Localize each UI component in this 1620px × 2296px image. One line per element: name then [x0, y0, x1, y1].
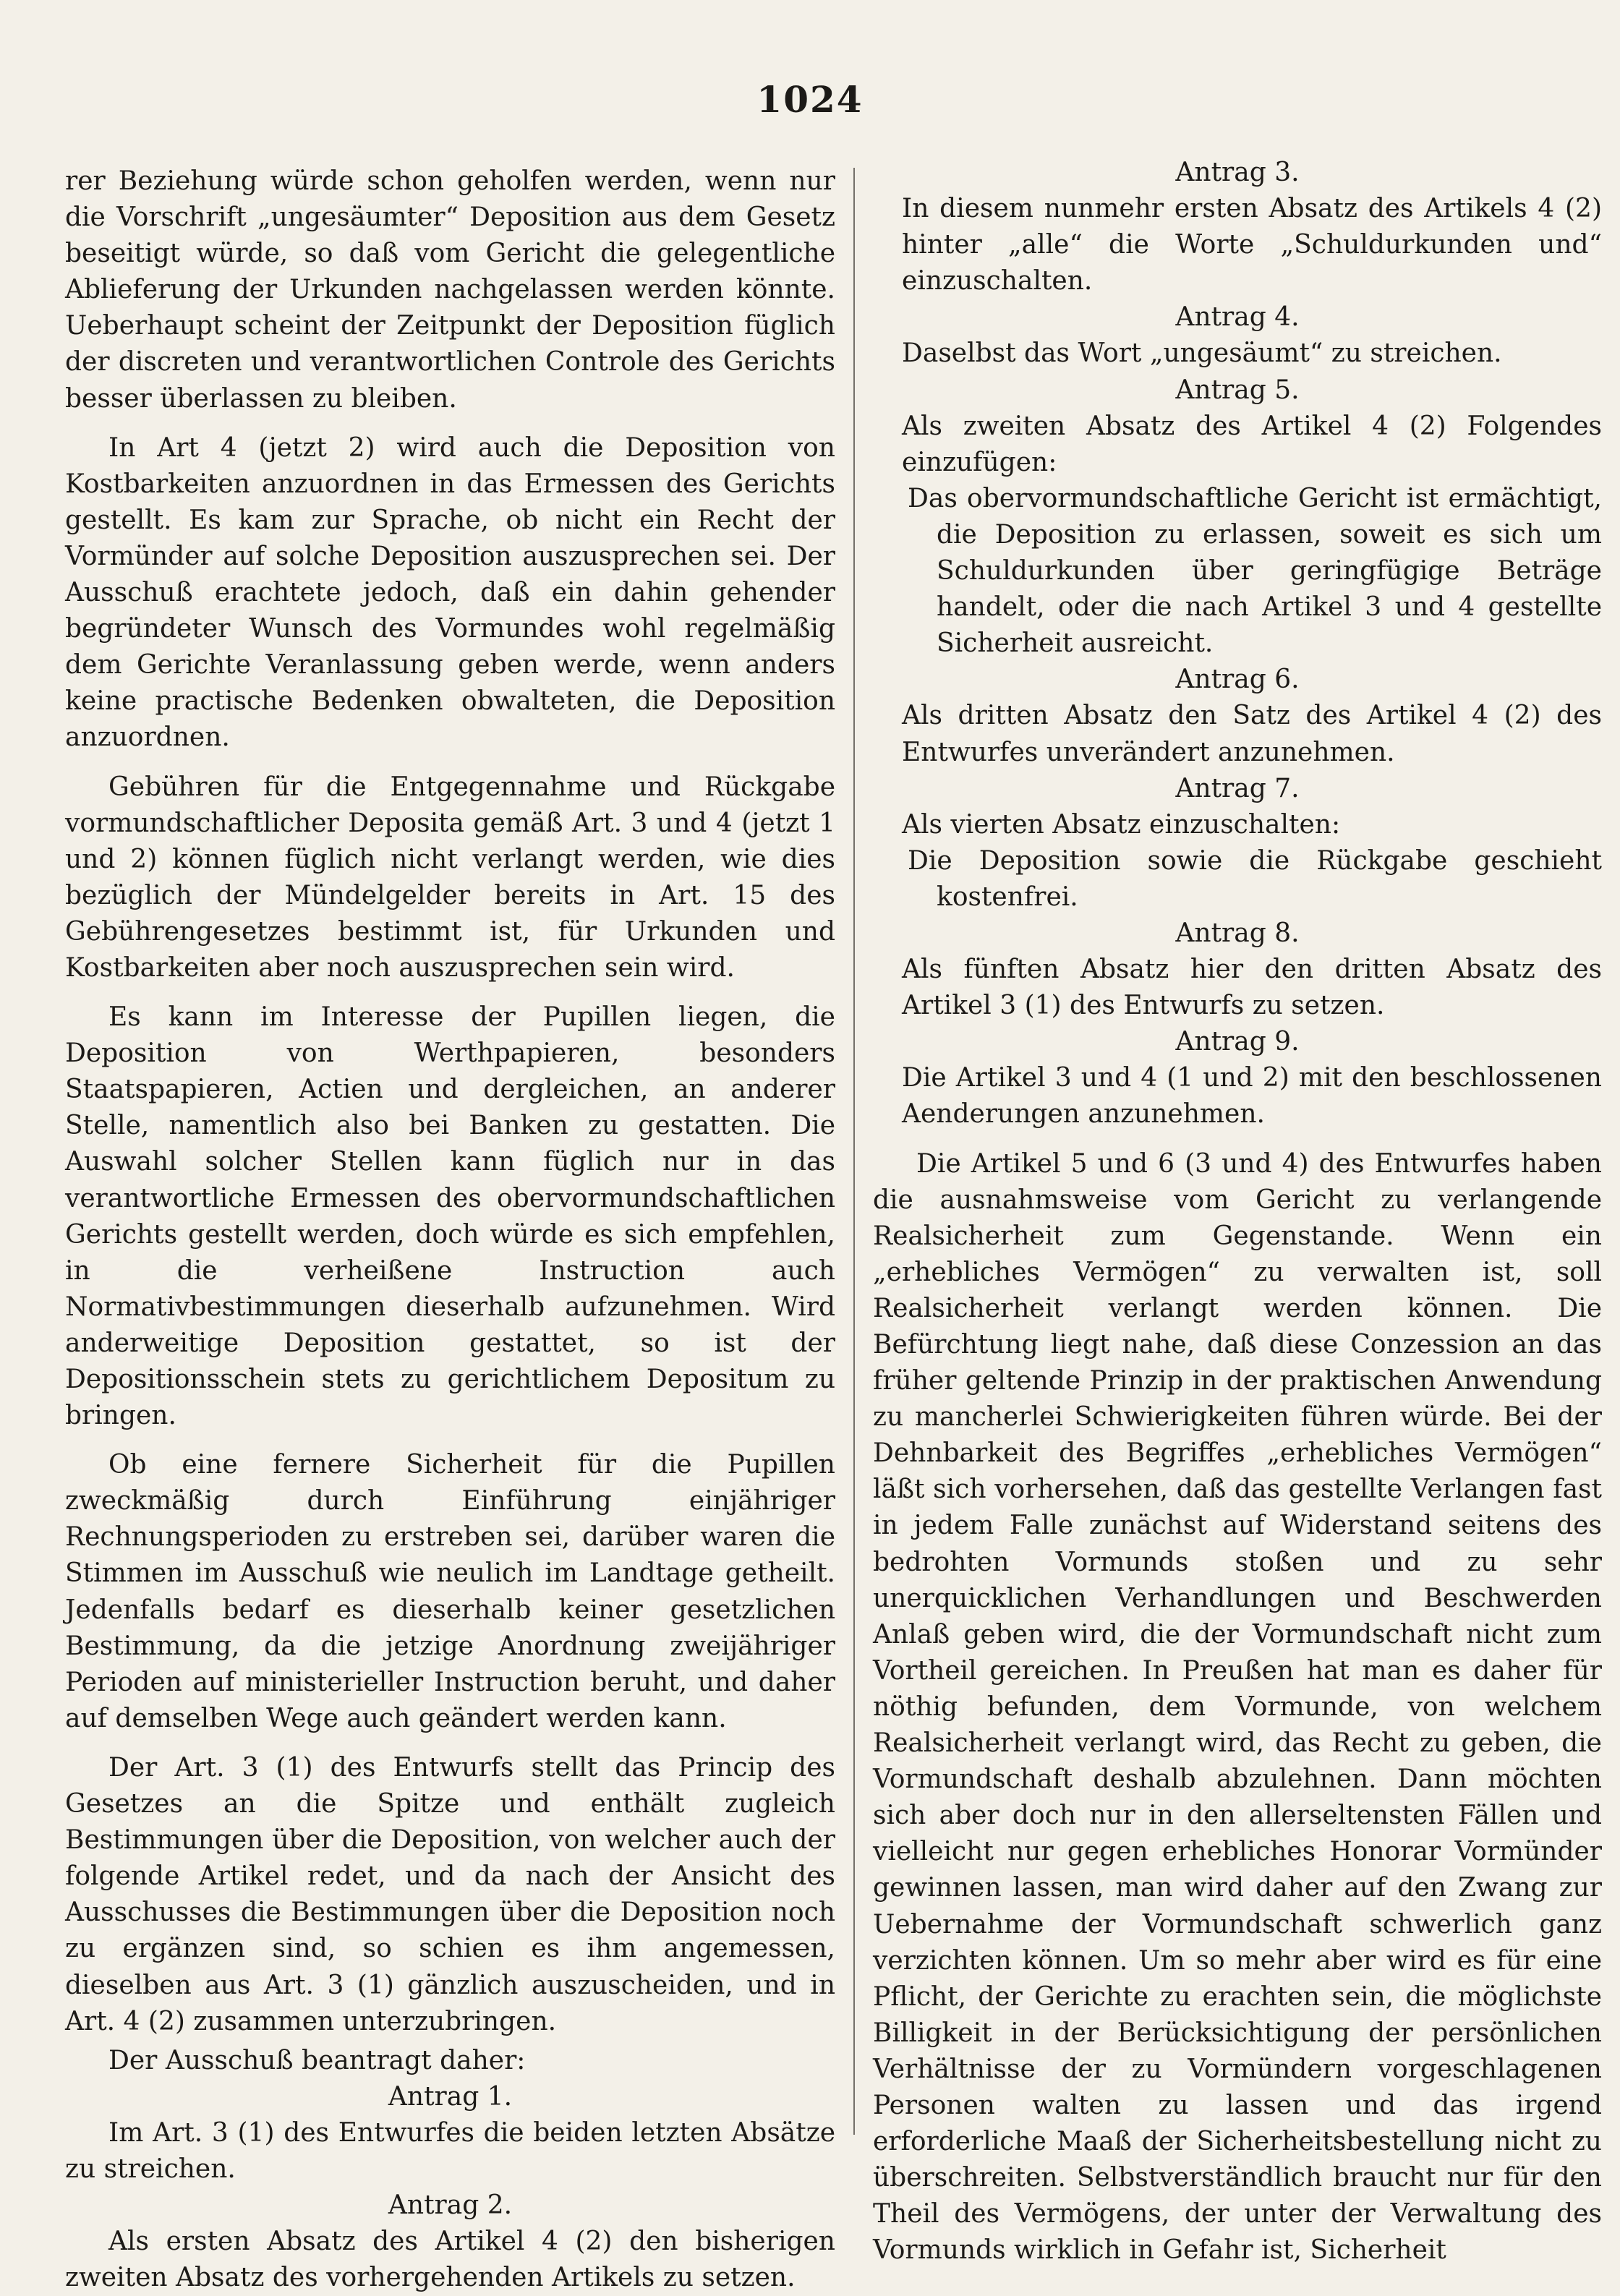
motion-text: Als fünften Absatz hier den dritten Absatz des Artikel 3 (1) des Entwurfs zu setzen.: [902, 955, 1602, 1021]
motion-heading: Antrag 7.: [1175, 773, 1300, 803]
motion-text: Im Art. 3 (1) des Entwurfes die beiden letzten Absätze zu streichen.: [65, 2117, 835, 2184]
motion-heading: Antrag 8.: [1175, 918, 1300, 948]
paragraph: Gebühren für die Entgegennahme und Rückgabe vormundschaftlicher Deposita gemäß Art. 3 und 4 (jetzt 1 und 2) können füglich nicht verlangt werden, wie dies bezüglich der Mündelgelder bereits in Art. 15 des Gebührengesetzes bestimmt ist, für Urkunden und Kostbarkeiten aber noch auszusprechen sein wird.: [65, 772, 835, 983]
motion-heading: Antrag 5.: [1175, 375, 1300, 405]
motion-text: Die Artikel 3 und 4 (1 und 2) mit den beschlossenen Aenderungen anzunehmen.: [902, 1063, 1602, 1130]
motion-heading: Antrag 9.: [1175, 1027, 1300, 1057]
paragraph: rer Beziehung würde schon geholfen werden, wenn nur die Vorschrift „ungesäumter“ Deposition aus dem Gesetz beseitigt würde, so daß vom Gericht die gelegentliche Ablieferung der Urkunden nachgelassen werden könnte. Ueberhaupt scheint der Zeitpunkt der Deposition füglich der discreten und verantwortlichen Controle des Gerichts besser überlassen zu bleiben.: [65, 166, 835, 414]
paragraph: In Art 4 (jetzt 2) wird auch die Deposition von Kostbarkeiten anzuordnen in das Ermessen des Gerichts gestellt. Es kam zur Sprache, ob nicht ein Recht der Vormünder auf solche Deposition auszusprechen sei. Der Ausschuß erachtete jedoch, daß ein dahin gehender begründeter Wunsch des Vormundes wohl regelmäßig dem Gerichte Veranlassung geben werde, wenn anders keine practische Bedenken obwalteten, die Deposition anzuordnen.: [65, 432, 835, 753]
motion-heading: Antrag 4.: [1175, 302, 1300, 333]
motion-text: In diesem nunmehr ersten Absatz des Artikels 4 (2) hinter „alle“ die Worte „Schuldurkunden und“ einzuschalten.: [902, 194, 1602, 296]
paragraph: Die Artikel 5 und 6 (3 und 4) des Entwurfes haben die ausnahmsweise vom Gericht zu verlangende Realsicherheit zum Gegenstande. Wenn ein „erhebliches Vermögen“ zu verwalten ist, soll Realsicherheit verlangt werden können. Die Befürchtung liegt nahe, daß diese Conzession an das früher geltende Prinzip in der praktischen Anwendung zu mancherlei Schwierigkeiten führen würde. Bei der Dehnbarkeit des Begriffes „erhebliches Vermögen“ läßt sich vorhersehen, daß das gestellte Verlangen fast in jedem Falle zunächst auf Widerstand seitens des bedrohten Vormunds stoßen und zu sehr unerquicklichen Verhandlungen und Beschwerden Anlaß geben wird, die der Vormundschaft nicht zum Vortheil gereichen. In Preußen hat man es daher für nöthig befunden, dem Vormunde, von welchem Realsicherheit verlangt wird, das Recht zu geben, die Vormundschaft deshalb abzulehnen. Dann möchten sich aber doch nur in den allerseltensten Fällen und vielleicht nur gegen erhebliches Honorar Vormünder gewinnen lassen, man wird daher auf den Zwang zur Uebernahme der Vormundschaft schwerlich ganz verzichten können. Um so mehr aber wird es für eine Pflicht, der Gerichte zu erachten sein, die möglichste Billigkeit in der Berücksichtigung der persönlichen Verhältnisse der zu Vormündern vorgeschlagenen Personen walten zu lassen und das irgend erforderliche Maaß der Sicherheitsbestellung nicht zu überschreiten. Selbstverständlich braucht nur für den Theil des Vermögens, der unter der Verwaltung des Vormunds wirklich in Gefahr ist, Sicherheit: [873, 1148, 1602, 2266]
left-column: [65, 163, 835, 2296]
motion-text: Als dritten Absatz den Satz des Artikel 4 (2) des Entwurfes unverändert anzunehmen.: [902, 701, 1602, 767]
motion-text: Als ersten Absatz des Artikel 4 (2) den bisherigen zweiten Absatz des vorhergehenden Artikels zu setzen.: [65, 2227, 835, 2293]
motion-heading: Antrag 3.: [1175, 158, 1300, 187]
right-column: [873, 155, 1602, 2269]
paragraph: Ob eine fernere Sicherheit für die Pupillen zweckmäßig durch Einführung einjähriger Rechnungsperioden zu erstreben sei, darüber waren die Stimmen im Ausschuß wie neulich im Landtage getheilt. Jedenfalls bedarf es dieserhalb keiner gesetzlichen Bestimmung, da die jetzige Anordnung zweijähriger Perioden auf ministerieller Instruction beruht, und daher auf demselben Wege auch geändert werden kann.: [65, 1450, 835, 1733]
column-divider: [853, 168, 855, 2135]
paragraph: Der Art. 3 (1) des Entwurfs stellt das Princip des Gesetzes an die Spitze und enthält zugleich Bestimmungen über die Deposition, von welcher auch der folgende Artikel redet, und da nach der Ansicht des Ausschusses die Bestimmungen über die Deposition noch zu ergänzen sind, so schien es ihm angemessen, dieselben aus Art. 3 (1) gänzlich auszuscheiden, und in Art. 4 (2) zusammen unterzubringen.: [65, 1752, 835, 2036]
motion-heading: Antrag 6.: [1175, 665, 1300, 695]
motion-text: Als vierten Absatz einzuschalten:: [902, 809, 1341, 840]
motion-quote: Die Deposition sowie die Rückgabe geschieht kostenfrei.: [908, 845, 1602, 912]
motion-heading: Antrag 1.: [388, 2081, 513, 2112]
motion-quote: Das obervormundschaftliche Gericht ist ermächtigt, die Deposition zu erlassen, soweit es sich um Schuldurkunden über geringfügige Beträge handelt, oder die nach Artikel 3 und 4 gestellte Sicherheit ausreicht.: [908, 483, 1602, 659]
motion-text: Als zweiten Absatz des Artikel 4 (2) Folgendes einzufügen:: [902, 411, 1602, 477]
motion-heading: Antrag 2.: [388, 2190, 513, 2221]
paragraph: Es kann im Interesse der Pupillen liegen, die Deposition von Werthpapieren, besonders Staatspapieren, Actien und dergleichen, an anderer Stelle, namentlich also bei Banken zu gestatten. Die Auswahl solcher Stellen kann füglich nur in das verantwortliche Ermessen des obervormundschaftlichen Gerichts gestellt werden, doch würde es sich empfehlen, in die verheißene Instruction auch Normativbestimmungen dieserhalb aufzunehmen. Wird anderweitige Deposition gestattet, so ist der Depositionsschein stets zu gerichtlichem Depositum zu bringen.: [65, 1002, 835, 1431]
paragraph: Der Ausschuß beantragt daher:: [108, 2045, 526, 2075]
motion-text: Daselbst das Wort „ungesäumt“ zu streichen.: [902, 338, 1502, 369]
page-number: 1024: [756, 78, 864, 121]
